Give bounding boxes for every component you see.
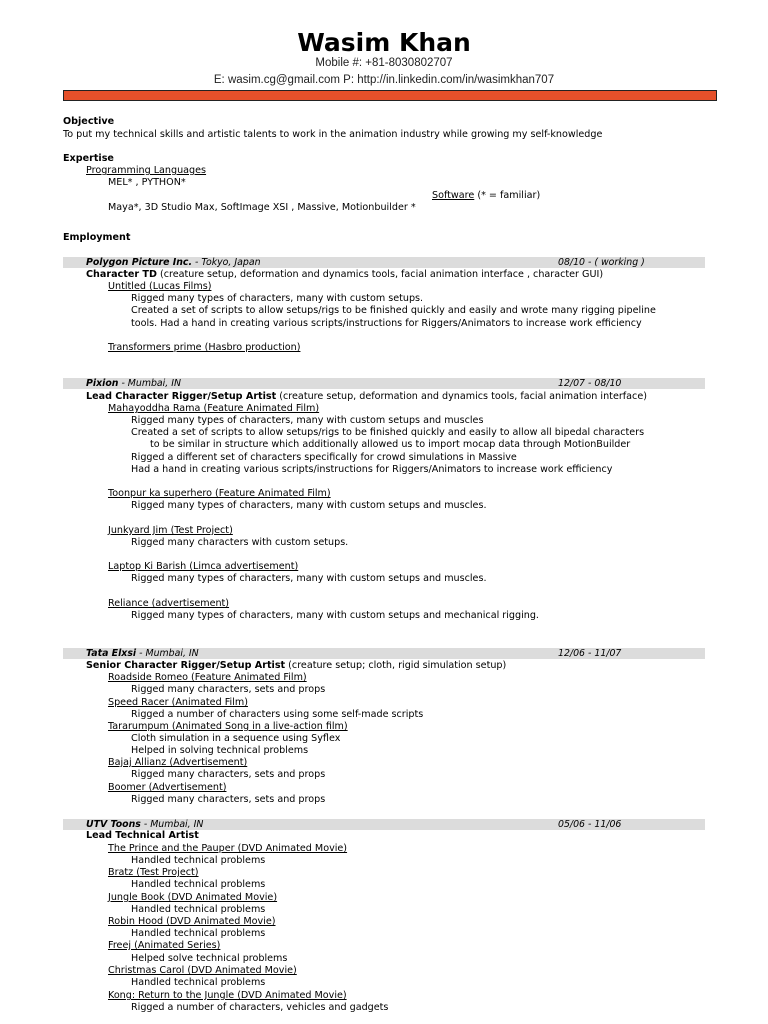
project-detail: tools. Had a hand in creating various scripts/instructions for Riggers/Animators to increase work efficiency	[131, 318, 642, 329]
company-polygon	[86, 257, 261, 268]
expertise-heading: Expertise	[63, 153, 114, 164]
project-title: The Prince and the Pauper (DVD Animated Movie)	[108, 843, 348, 854]
job-role-line	[86, 269, 603, 281]
project-detail: Helped in solving technical problems	[131, 745, 309, 756]
company-pixion	[86, 378, 181, 389]
project-detail: Created a set of scripts to allow setups/rigs to be finished quickly and easily and wrote many rigging pipeline	[131, 305, 656, 316]
contact-line: E: wasim.cg@gmail.com P: http://in.linkedin.com/in/wasimkhan707	[213, 74, 555, 86]
project-detail: Rigged many types of characters, many with custom setups and mechanical rigging.	[131, 610, 539, 621]
company-name: UTV Toons	[86, 819, 141, 830]
project-title: Boomer (Advertisement)	[108, 782, 227, 793]
job-role: Lead Character Rigger/Setup Artist	[86, 391, 277, 402]
job-role-desc: (creature setup, deformation and dynamics tools, facial animation interface)	[276, 391, 647, 402]
project-title: Kong: Return to the Jungle (DVD Animated Movie)	[108, 990, 347, 1001]
software-label: Software	[432, 190, 475, 201]
company-location: - Mumbai, IN	[118, 378, 182, 389]
job-dates: 08/10 - ( working )	[558, 257, 645, 268]
project-title: Robin Hood (DVD Animated Movie)	[108, 916, 276, 927]
project-title: Roadside Romeo (Feature Animated Film)	[108, 672, 307, 683]
project-title: Reliance (advertisement)	[108, 598, 230, 609]
resume-name: Wasim Khan	[297, 28, 471, 57]
job-dates: 05/06 - 11/06	[558, 819, 622, 830]
project-detail: Rigged many characters with custom setups.	[131, 537, 349, 548]
project-detail: Handled technical problems	[131, 879, 266, 890]
project-title: Freej (Animated Series)	[108, 940, 221, 951]
job-role: Senior Character Rigger/Setup Artist	[86, 660, 286, 671]
company-location: - Tokyo, Japan	[192, 257, 261, 268]
project-title: Toonpur ka superhero (Feature Animated Film)	[108, 488, 331, 499]
project-detail: Handled technical problems	[131, 977, 266, 988]
project-detail: Rigged many types of characters, many with custom setups and muscles	[131, 415, 484, 426]
project-title: Transformers prime (Hasbro production)	[108, 342, 301, 353]
project-title: Mahayoddha Rama (Feature Animated Film)	[108, 403, 320, 414]
job-role-line	[86, 660, 506, 672]
project-detail: Had a hand in creating various scripts/instructions for Riggers/Animators to increase work efficiency	[131, 464, 613, 475]
project-title: Laptop Ki Barish (Limca advertisement)	[108, 561, 299, 572]
objective-heading: Objective	[63, 116, 115, 127]
project-title: Bajaj Allianz (Advertisement)	[108, 757, 248, 768]
project-detail: to be similar in structure which additionally allowed us to import mocap data through MotionBuilder	[150, 439, 631, 450]
programming-languages-value: MEL* , PYTHON*	[108, 177, 186, 188]
project-detail: Created a set of scripts to allow setups/rigs to be finished quickly and easily to allow all bipedal characters	[131, 427, 645, 438]
project-detail: Rigged a number of characters using some self-made scripts	[131, 709, 424, 720]
project-detail: Rigged many characters, sets and props	[131, 794, 326, 805]
project-detail: Rigged a number of characters, vehicles and gadgets	[131, 1002, 389, 1013]
project-detail: Rigged many types of characters, many with custom setups and muscles.	[131, 573, 487, 584]
software-value: Maya*, 3D Studio Max, SoftImage XSI , Massive, Motionbuilder *	[108, 202, 416, 213]
project-detail: Handled technical problems	[131, 904, 266, 915]
project-detail: Rigged many types of characters, many with custom setups and muscles.	[131, 500, 487, 511]
project-title: Jungle Book (DVD Animated Movie)	[108, 892, 278, 903]
project-detail: Rigged many characters, sets and props	[131, 769, 326, 780]
job-role: Lead Technical Artist	[86, 830, 199, 841]
project-detail: Rigged many types of characters, many with custom setups.	[131, 293, 424, 304]
company-name: Pixion	[86, 378, 119, 389]
header-divider-bar	[63, 90, 717, 101]
programming-languages-label: Programming Languages	[86, 165, 207, 176]
software-label-line	[432, 190, 540, 202]
company-tata	[86, 648, 199, 659]
company-location: - Mumbai, IN	[140, 819, 204, 830]
company-name: Tata Elxsi	[86, 648, 137, 659]
project-detail: Handled technical problems	[131, 855, 266, 866]
mobile-number: Mobile #: +81-8030802707	[315, 57, 453, 69]
job-role-desc: (creature setup; cloth, rigid simulation setup)	[285, 660, 507, 671]
objective-text: To put my technical skills and artistic talents to work in the animation industry while growing my self-knowledge	[63, 129, 603, 140]
job-role-desc: (creature setup, deformation and dynamics tools, facial animation interface , character GUI)	[156, 269, 604, 280]
company-location: - Mumbai, IN	[136, 648, 199, 659]
project-detail: Handled technical problems	[131, 928, 266, 939]
project-detail: Rigged many characters, sets and props	[131, 684, 326, 695]
project-detail: Cloth simulation in a sequence using Syflex	[131, 733, 341, 744]
software-note: (* = familiar)	[474, 190, 541, 201]
project-title: Junkyard Jim (Test Project)	[108, 525, 233, 536]
project-title: Christmas Carol (DVD Animated Movie)	[108, 965, 297, 976]
project-title: Speed Racer (Animated Film)	[108, 697, 248, 708]
project-detail: Helped solve technical problems	[131, 953, 288, 964]
company-name: Polygon Picture Inc.	[86, 257, 193, 268]
job-dates: 12/07 - 08/10	[558, 378, 622, 389]
project-title: Bratz (Test Project)	[108, 867, 199, 878]
employment-heading: Employment	[63, 232, 131, 243]
job-role: Character TD	[86, 269, 157, 280]
job-dates: 12/06 - 11/07	[558, 648, 622, 659]
job-role-line	[86, 391, 647, 403]
project-detail: Rigged a different set of characters specifically for crowd simulations in Massive	[131, 452, 517, 463]
project-title: Untitled (Lucas Films)	[108, 281, 212, 292]
project-title: Tararumpum (Animated Song in a live-action film)	[108, 721, 348, 732]
company-utv	[86, 819, 203, 830]
